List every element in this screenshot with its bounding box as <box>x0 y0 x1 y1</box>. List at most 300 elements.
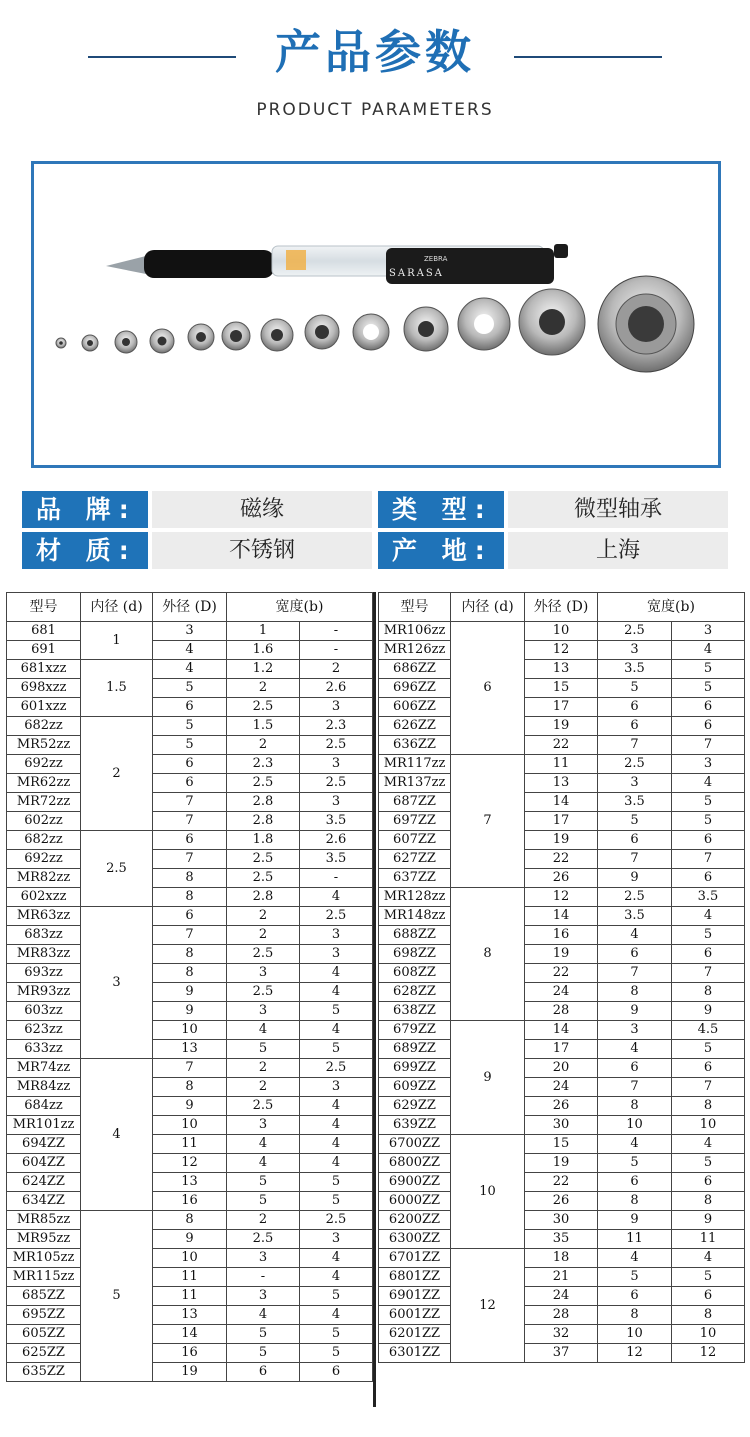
inner-diameter-cell: 1.5 <box>81 660 153 717</box>
model-cell: 685ZZ <box>7 1287 81 1306</box>
outer-diameter-cell: 14 <box>525 1021 598 1040</box>
width-cell-1: 2.5 <box>227 945 300 964</box>
model-cell: 693zz <box>7 964 81 983</box>
inner-diameter-cell: 2.5 <box>81 831 153 907</box>
table-row <box>379 1306 745 1325</box>
inner-diameter-cell: 10 <box>451 1135 525 1249</box>
table-row <box>7 983 373 1002</box>
origin-label: 产 地: <box>378 532 504 569</box>
width-cell-2: 4 <box>300 1135 373 1154</box>
table-row <box>379 1230 745 1249</box>
table-row <box>7 945 373 964</box>
outer-diameter-cell: 30 <box>525 1211 598 1230</box>
width-cell-2: 3 <box>300 1078 373 1097</box>
width-cell-2: 5 <box>672 1268 745 1287</box>
width-cell-2: 2.5 <box>300 736 373 755</box>
width-cell-1: 3 <box>227 1249 300 1268</box>
width-cell-2: 3 <box>672 755 745 774</box>
bearing <box>82 335 98 351</box>
width-cell-2: 5 <box>300 1040 373 1059</box>
width-cell-1: 2 <box>227 1078 300 1097</box>
table-row <box>379 622 745 641</box>
width-cell-1: 6 <box>598 1287 672 1306</box>
col-header-width: 宽度(b) <box>227 593 373 622</box>
model-cell: 636ZZ <box>379 736 451 755</box>
col-header-inner: 内径 (d) <box>81 593 153 622</box>
model-cell: 6001ZZ <box>379 1306 451 1325</box>
width-cell-2: 9 <box>672 1002 745 1021</box>
table-row <box>379 831 745 850</box>
width-cell-2: 5 <box>300 1192 373 1211</box>
table-row <box>379 945 745 964</box>
width-cell-1: 3.5 <box>598 907 672 926</box>
table-row <box>7 926 373 945</box>
width-cell-2: - <box>300 622 373 641</box>
outer-diameter-cell: 5 <box>153 736 227 755</box>
model-cell: 689ZZ <box>379 1040 451 1059</box>
table-row <box>379 1135 745 1154</box>
outer-diameter-cell: 9 <box>153 1002 227 1021</box>
model-cell: 6301ZZ <box>379 1344 451 1363</box>
outer-diameter-cell: 8 <box>153 1078 227 1097</box>
model-cell: 6700ZZ <box>379 1135 451 1154</box>
table-row <box>7 1002 373 1021</box>
width-cell-1: 6 <box>598 831 672 850</box>
table-row <box>7 1211 373 1230</box>
table-row <box>379 679 745 698</box>
width-cell-1: 3 <box>227 1287 300 1306</box>
outer-diameter-cell: 6 <box>153 698 227 717</box>
type-label: 类 型: <box>378 491 504 528</box>
attribute-row <box>22 491 728 528</box>
model-cell: 6201ZZ <box>379 1325 451 1344</box>
model-cell: 607ZZ <box>379 831 451 850</box>
width-cell-2: 6 <box>672 1287 745 1306</box>
model-cell: MR82zz <box>7 869 81 888</box>
model-cell: MR106zz <box>379 622 451 641</box>
width-cell-1: 3 <box>227 1116 300 1135</box>
width-cell-1: 2 <box>227 926 300 945</box>
width-cell-1: 2 <box>227 1059 300 1078</box>
spec-table-right <box>378 592 745 1363</box>
table-row <box>7 1230 373 1249</box>
table-row <box>7 1040 373 1059</box>
table-row <box>7 1078 373 1097</box>
width-cell-1: 4 <box>227 1154 300 1173</box>
table-row <box>7 774 373 793</box>
model-cell: 623zz <box>7 1021 81 1040</box>
col-header-width: 宽度(b) <box>598 593 745 622</box>
table-row <box>7 622 373 641</box>
outer-diameter-cell: 19 <box>525 717 598 736</box>
outer-diameter-cell: 15 <box>525 1135 598 1154</box>
model-cell: 698xzz <box>7 679 81 698</box>
outer-diameter-cell: 17 <box>525 1040 598 1059</box>
width-cell-2: 2.3 <box>300 717 373 736</box>
width-cell-2: 7 <box>672 850 745 869</box>
model-cell: 608ZZ <box>379 964 451 983</box>
spec-table-left <box>6 592 373 1382</box>
width-cell-2: 6 <box>672 945 745 964</box>
table-row <box>7 698 373 717</box>
outer-diameter-cell: 8 <box>153 964 227 983</box>
width-cell-2: 6 <box>672 869 745 888</box>
outer-diameter-cell: 6 <box>153 755 227 774</box>
width-cell-1: 9 <box>598 869 672 888</box>
table-row <box>379 964 745 983</box>
width-cell-1: 4 <box>598 1135 672 1154</box>
model-cell: 686ZZ <box>379 660 451 679</box>
width-cell-2: 6 <box>672 717 745 736</box>
outer-diameter-cell: 11 <box>153 1287 227 1306</box>
outer-diameter-cell: 17 <box>525 698 598 717</box>
width-cell-2: 5 <box>300 1344 373 1363</box>
model-cell: 6200ZZ <box>379 1211 451 1230</box>
brand-label: 品 牌: <box>22 491 148 528</box>
width-cell-2: 2.5 <box>300 1211 373 1230</box>
width-cell-1: 5 <box>227 1344 300 1363</box>
table-row <box>7 1306 373 1325</box>
outer-diameter-cell: 11 <box>153 1268 227 1287</box>
outer-diameter-cell: 7 <box>153 793 227 812</box>
table-row <box>7 736 373 755</box>
outer-diameter-cell: 12 <box>525 641 598 660</box>
width-cell-1: 5 <box>598 679 672 698</box>
width-cell-1: 2.5 <box>227 774 300 793</box>
width-cell-1: 5 <box>227 1192 300 1211</box>
width-cell-2: 5 <box>672 926 745 945</box>
outer-diameter-cell: 6 <box>153 907 227 926</box>
inner-diameter-cell: 4 <box>81 1059 153 1211</box>
width-cell-2: 5 <box>672 793 745 812</box>
width-cell-1: 10 <box>598 1116 672 1135</box>
outer-diameter-cell: 24 <box>525 1287 598 1306</box>
model-cell: 606ZZ <box>379 698 451 717</box>
width-cell-1: 2.5 <box>598 888 672 907</box>
table-row <box>7 1173 373 1192</box>
width-cell-1: 5 <box>227 1325 300 1344</box>
model-cell: 639ZZ <box>379 1116 451 1135</box>
width-cell-1: 2.8 <box>227 812 300 831</box>
outer-diameter-cell: 26 <box>525 869 598 888</box>
outer-diameter-cell: 10 <box>525 622 598 641</box>
width-cell-1: 7 <box>598 850 672 869</box>
outer-diameter-cell: 32 <box>525 1325 598 1344</box>
width-cell-1: 1.6 <box>227 641 300 660</box>
width-cell-2: 4 <box>300 888 373 907</box>
width-cell-2: 6 <box>672 831 745 850</box>
width-cell-2: 3 <box>300 945 373 964</box>
width-cell-1: 5 <box>598 1154 672 1173</box>
model-cell: MR126zz <box>379 641 451 660</box>
width-cell-2: 2.5 <box>300 907 373 926</box>
outer-diameter-cell: 30 <box>525 1116 598 1135</box>
model-cell: MR95zz <box>7 1230 81 1249</box>
bearing <box>458 298 510 350</box>
model-cell: 694ZZ <box>7 1135 81 1154</box>
width-cell-2: 6 <box>672 1173 745 1192</box>
table-row <box>379 1325 745 1344</box>
table-row <box>379 983 745 1002</box>
table-row <box>7 1249 373 1268</box>
width-cell-1: 6 <box>598 717 672 736</box>
brand-value: 磁缘 <box>152 491 372 528</box>
table-row <box>379 1173 745 1192</box>
table-divider <box>373 592 376 1407</box>
model-cell: 6000ZZ <box>379 1192 451 1211</box>
outer-diameter-cell: 4 <box>153 660 227 679</box>
table-row <box>379 926 745 945</box>
width-cell-2: 10 <box>672 1116 745 1135</box>
width-cell-1: 5 <box>598 1268 672 1287</box>
product-photo-illustration <box>34 164 718 465</box>
width-cell-2: 5 <box>672 1154 745 1173</box>
model-cell: 601xzz <box>7 698 81 717</box>
width-cell-1: 2.5 <box>227 869 300 888</box>
width-cell-2: 4 <box>672 1135 745 1154</box>
width-cell-1: 1.2 <box>227 660 300 679</box>
bearing <box>305 315 339 349</box>
outer-diameter-cell: 7 <box>153 850 227 869</box>
table-row <box>379 1287 745 1306</box>
header-rule-right <box>514 56 662 58</box>
width-cell-1: 2.5 <box>598 622 672 641</box>
bearing-row <box>56 276 694 372</box>
model-cell: 681 <box>7 622 81 641</box>
model-cell: 626ZZ <box>379 717 451 736</box>
bearing <box>519 289 585 355</box>
width-cell-2: 3 <box>300 698 373 717</box>
outer-diameter-cell: 5 <box>153 679 227 698</box>
model-cell: 6800ZZ <box>379 1154 451 1173</box>
table-row <box>379 1344 745 1363</box>
width-cell-2: 3 <box>300 793 373 812</box>
outer-diameter-cell: 12 <box>153 1154 227 1173</box>
table-row <box>379 774 745 793</box>
model-cell: MR117zz <box>379 755 451 774</box>
model-cell: MR137zz <box>379 774 451 793</box>
width-cell-1: 4 <box>227 1135 300 1154</box>
width-cell-1: 2 <box>227 736 300 755</box>
width-cell-1: 2.5 <box>227 983 300 1002</box>
width-cell-1: 9 <box>598 1211 672 1230</box>
width-cell-1: 4 <box>598 1040 672 1059</box>
outer-diameter-cell: 8 <box>153 888 227 907</box>
model-cell: MR105zz <box>7 1249 81 1268</box>
outer-diameter-cell: 22 <box>525 736 598 755</box>
width-cell-1: 4 <box>227 1021 300 1040</box>
outer-diameter-cell: 16 <box>525 926 598 945</box>
model-cell: 691 <box>7 641 81 660</box>
model-cell: 609ZZ <box>379 1078 451 1097</box>
model-cell: MR83zz <box>7 945 81 964</box>
table-row <box>7 907 373 926</box>
page-subtitle: PRODUCT PARAMETERS <box>256 100 494 120</box>
width-cell-2: 4 <box>300 983 373 1002</box>
model-cell: MR84zz <box>7 1078 81 1097</box>
bearing <box>261 319 293 351</box>
width-cell-1: 8 <box>598 983 672 1002</box>
width-cell-2: 3 <box>672 622 745 641</box>
outer-diameter-cell: 4 <box>153 641 227 660</box>
width-cell-1: 7 <box>598 736 672 755</box>
inner-diameter-cell: 6 <box>451 622 525 755</box>
table-row <box>379 1040 745 1059</box>
width-cell-1: - <box>227 1268 300 1287</box>
outer-diameter-cell: 11 <box>153 1135 227 1154</box>
model-cell: MR93zz <box>7 983 81 1002</box>
inner-diameter-cell: 3 <box>81 907 153 1059</box>
outer-diameter-cell: 10 <box>153 1021 227 1040</box>
table-row <box>7 1268 373 1287</box>
width-cell-2: 8 <box>672 1306 745 1325</box>
width-cell-1: 8 <box>598 1097 672 1116</box>
width-cell-2: 3 <box>300 926 373 945</box>
inner-diameter-cell: 12 <box>451 1249 525 1363</box>
type-value: 微型轴承 <box>508 491 728 528</box>
table-row <box>7 1287 373 1306</box>
width-cell-2: 9 <box>672 1211 745 1230</box>
outer-diameter-cell: 3 <box>153 622 227 641</box>
model-cell: MR72zz <box>7 793 81 812</box>
table-row <box>379 1154 745 1173</box>
table-row <box>379 717 745 736</box>
width-cell-1: 3 <box>598 1021 672 1040</box>
outer-diameter-cell: 16 <box>153 1344 227 1363</box>
width-cell-2: 3.5 <box>672 888 745 907</box>
outer-diameter-cell: 24 <box>525 983 598 1002</box>
model-cell: 696ZZ <box>379 679 451 698</box>
width-cell-2: 5 <box>300 1173 373 1192</box>
table-row <box>379 1249 745 1268</box>
pen <box>106 244 568 284</box>
outer-diameter-cell: 28 <box>525 1306 598 1325</box>
outer-diameter-cell: 7 <box>153 926 227 945</box>
model-cell: 684zz <box>7 1097 81 1116</box>
width-cell-2: 4 <box>300 964 373 983</box>
outer-diameter-cell: 8 <box>153 869 227 888</box>
table-row <box>7 869 373 888</box>
bearing <box>222 322 250 350</box>
outer-diameter-cell: 13 <box>153 1173 227 1192</box>
width-cell-1: 6 <box>227 1363 300 1382</box>
width-cell-1: 8 <box>598 1192 672 1211</box>
outer-diameter-cell: 19 <box>153 1363 227 1382</box>
outer-diameter-cell: 9 <box>153 1097 227 1116</box>
outer-diameter-cell: 22 <box>525 1173 598 1192</box>
width-cell-1: 2 <box>227 679 300 698</box>
model-cell: 6901ZZ <box>379 1287 451 1306</box>
outer-diameter-cell: 10 <box>153 1249 227 1268</box>
inner-diameter-cell: 8 <box>451 888 525 1021</box>
model-cell: 679ZZ <box>379 1021 451 1040</box>
material-value: 不锈钢 <box>152 532 372 569</box>
model-cell: MR85zz <box>7 1211 81 1230</box>
bearing <box>150 329 174 353</box>
width-cell-2: 3 <box>300 1230 373 1249</box>
model-cell: 629ZZ <box>379 1097 451 1116</box>
table-row <box>7 1325 373 1344</box>
width-cell-2: 2.6 <box>300 831 373 850</box>
model-cell: MR115zz <box>7 1268 81 1287</box>
product-photo <box>31 161 721 468</box>
bearing <box>404 307 448 351</box>
width-cell-2: 7 <box>672 1078 745 1097</box>
model-cell: MR62zz <box>7 774 81 793</box>
width-cell-1: 5 <box>227 1040 300 1059</box>
outer-diameter-cell: 19 <box>525 831 598 850</box>
width-cell-1: 7 <box>598 1078 672 1097</box>
model-cell: 605ZZ <box>7 1325 81 1344</box>
width-cell-2: 5 <box>672 660 745 679</box>
inner-diameter-cell: 9 <box>451 1021 525 1135</box>
attribute-row <box>22 532 728 569</box>
width-cell-1: 4 <box>598 1249 672 1268</box>
width-cell-2: 4 <box>300 1249 373 1268</box>
width-cell-2: 5 <box>672 1040 745 1059</box>
pen-model-text: SARASA <box>389 268 444 279</box>
table-row <box>7 679 373 698</box>
model-cell: 697ZZ <box>379 812 451 831</box>
model-cell: 6801ZZ <box>379 1268 451 1287</box>
outer-diameter-cell: 12 <box>525 888 598 907</box>
width-cell-1: 7 <box>598 964 672 983</box>
outer-diameter-cell: 13 <box>153 1306 227 1325</box>
table-row <box>7 793 373 812</box>
outer-diameter-cell: 9 <box>153 1230 227 1249</box>
model-cell: 628ZZ <box>379 983 451 1002</box>
width-cell-2: 3.5 <box>300 850 373 869</box>
table-row <box>7 660 373 679</box>
outer-diameter-cell: 35 <box>525 1230 598 1249</box>
table-row <box>7 1192 373 1211</box>
bearing <box>56 338 66 348</box>
table-row <box>379 1002 745 1021</box>
table-row <box>7 641 373 660</box>
width-cell-1: 6 <box>598 1173 672 1192</box>
page-title: 产品参数 <box>275 25 475 79</box>
width-cell-2: 8 <box>672 983 745 1002</box>
width-cell-2: 7 <box>672 964 745 983</box>
width-cell-1: 3 <box>598 774 672 793</box>
model-cell: 699ZZ <box>379 1059 451 1078</box>
width-cell-2: 2.5 <box>300 774 373 793</box>
outer-diameter-cell: 11 <box>525 755 598 774</box>
outer-diameter-cell: 10 <box>153 1116 227 1135</box>
outer-diameter-cell: 22 <box>525 964 598 983</box>
width-cell-1: 2 <box>227 907 300 926</box>
width-cell-2: - <box>300 641 373 660</box>
model-cell: MR74zz <box>7 1059 81 1078</box>
model-cell: 634ZZ <box>7 1192 81 1211</box>
table-row <box>379 1078 745 1097</box>
table-row <box>7 717 373 736</box>
model-cell: 602zz <box>7 812 81 831</box>
width-cell-2: 5 <box>672 812 745 831</box>
table-row <box>379 660 745 679</box>
table-row <box>379 755 745 774</box>
width-cell-2: 4 <box>672 641 745 660</box>
outer-diameter-cell: 37 <box>525 1344 598 1363</box>
width-cell-2: 4 <box>300 1097 373 1116</box>
width-cell-1: 6 <box>598 945 672 964</box>
table-row <box>379 1021 745 1040</box>
width-cell-2: 4 <box>672 774 745 793</box>
width-cell-2: 7 <box>672 736 745 755</box>
table-row <box>379 1192 745 1211</box>
width-cell-1: 2 <box>227 1211 300 1230</box>
width-cell-2: 5 <box>300 1325 373 1344</box>
